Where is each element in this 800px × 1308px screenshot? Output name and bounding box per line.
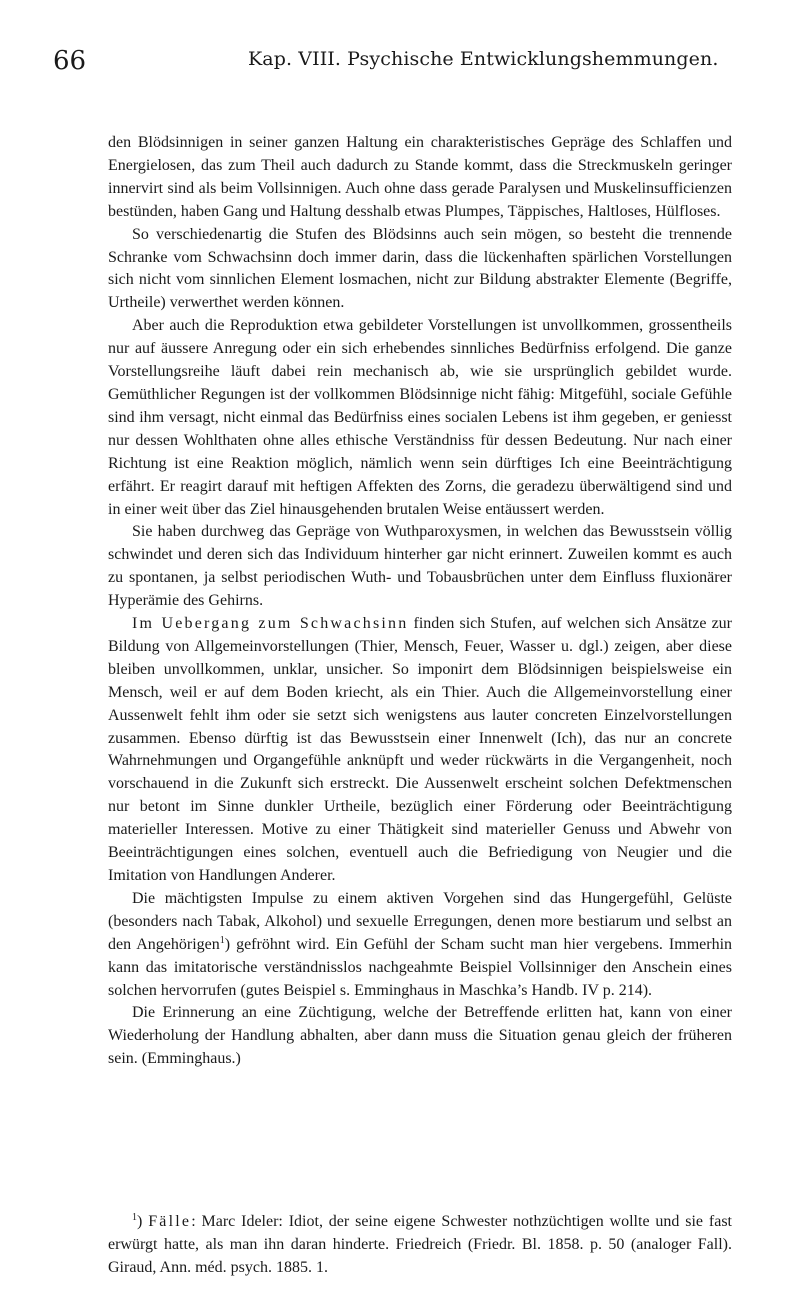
paragraph: Die mächtigsten Impulse zu einem aktiven Vorgehen sind das Hungergefühl, Gelüste (besonders nach Tabak, Alkohol) und sexuelle Erregungen, denen more bestiarum und selbst an den Angehörigen$^1$) gefröhnt wird. Ein Gefühl der Scham sucht man hier vergebens. Immerhin kann das imitatorische verständnisslos nachgeahmte Beispiel Vollsinniger den Anschein eines solchen hervorrufen (gutes Beispiel s. Emminghaus in Maschka’s Handb. IV p. 214). [108,889,733,999]
paragraph: Im Uebergang zum Schwachsinn finden sich Stufen, auf welchen sich Ansätze zur Bildung von Allgemeinvorstellungen (Thier, Mensch, Feuer, Wasser u. dgl.) zeigen, aber diese bleiben unvollkommen, unklar, unsicher. So imponirt dem Blödsinnigen beispielsweise ein Mensch, weil er auf dem Boden kriecht, als ein Thier. Auch die Allgemeinvorstellung einer Aussenwelt fehlt ihm oder sie setzt sich wenigstens aus lauter concreten Einzelvorstellungen zusammen. Ebenso dürftig ist das Bewusstsein einer Innenwelt (Ich), das nur an concrete Wahrnehmungen und Organgefühle anknüpft und weder rückwärts in die Vergangenheit, noch vorschauend in die Zukunft sich erstreckt. Die Aussenwelt erscheint solchen Defektmenschen nur betont im Sinne dunkler Urtheile, bezüglich einer Förderung oder Beeinträchtigung materieller Interessen. Motive zu einer Thätigkeit sind materieller Genuss und Abwehr von Beeinträchtigungen eines solchen, eventuell auch die Befriedigung von Neugier und die Imitation von Handlungen Anderer. [108,615,732,884]
paragraph: Die Erinnerung an eine Züchtigung, welche der Betreffende erlitten hat, kann von einer Wiederholung der Handlung abhalten, aber dann muss die Situation genau gleich der früheren sein. (Emminghaus.) [108,1004,732,1068]
footnote: $^1$) Fälle: Marc Ideler: Idiot, der seine eigene Schwester nothzüchtigen wollte und sie fast erwürgt hatte, als man ihn daran hinderte. Friedreich (Friedr. Bl. 1858. p. 50 (analoger Fall). Giraud, Ann. méd. psych. 1885. 1. [108,1212,732,1276]
spaced-heading: Im Uebergang zum Schwachsinn [132,615,409,633]
paragraph: So verschiedenartig die Stufen des Blödsinns auch sein mögen, so besteht die trennende Schranke vom Schwachsinn doch immer darin, dass die lückenhaften spärlichen Vorstellungen sich nicht vom sinnlichen Element losmachen, nicht zur Bildung abstrakter Elemente (Begriffe, Urtheile) verwerthet werden können. [108,225,732,312]
paragraph: den Blödsinnigen in seiner ganzen Haltung ein charakteristisches Gepräge des Schlaffen und Energielosen, das zum Theil auch dadurch zu Stande kommt, dass die Streckmuskeln geringer innervirt sind als beim Vollsinnigen. Auch ohne dass gerade Paralysen und Muskelinsufficienzen bestünden, haben Gang und Haltung desshalb etwas Plumpes, Täppisches, Haltloses, Hülfloses. [108,134,732,220]
paragraph: Sie haben durchweg das Gepräge von Wuthparoxysmen, in welchen das Bewusstsein völlig schwindet und deren sich das Individuum hinterher gar nicht erinnert. Zuweilen kommt es auch zu spontanen, ja selbst periodischen Wuth- und Tobausbrüchen unter dem Einfluss fluxionärer Hyperämie des Gehirns. [108,523,732,610]
body-text [108,132,732,1071]
footnote-lead: Fälle [148,1213,192,1230]
book-page [53,46,733,1068]
page-header [53,46,732,76]
footnote-ref: 1 [219,934,225,946]
page-number: 66 [53,46,87,76]
footnote-marker: 1 [132,1212,137,1223]
running-head: Kap. VIII. Psychische Entwicklungshemmungen. [248,48,719,70]
paragraph: Aber auch die Reproduktion etwa gebildeter Vorstellungen ist unvollkommen, grossentheils nur auf äussere Anregung oder ein sich erhebendes sinnliches Bedürfniss erfolgend. Die ganze Vorstellungsreihe läuft dabei rein mechanisch ab, wie sie ursprünglich gebildet wurde. Gemüthlicher Regungen ist der vollkommen Blödsinnige nicht fähig: Mitgefühl, sociale Gefühle sind ihm versagt, nicht einmal das Bedürfniss eines socialen Lebens ist ihm gegeben, er geniesst nur dessen Wohlthaten ohne alles ethische Verständniss für dessen Bedeutung. Nur nach einer Richtung ist eine Reaktion möglich, nämlich wenn sein dürftiges Ich eine Beeinträchtigung erfährt. Er reagirt darauf mit heftigen Affekten des Zorns, die geradezu überwältigend sind und in einer weit über das Ziel hinausgehenden brutalen Weise entäussert werden. [108,317,732,518]
